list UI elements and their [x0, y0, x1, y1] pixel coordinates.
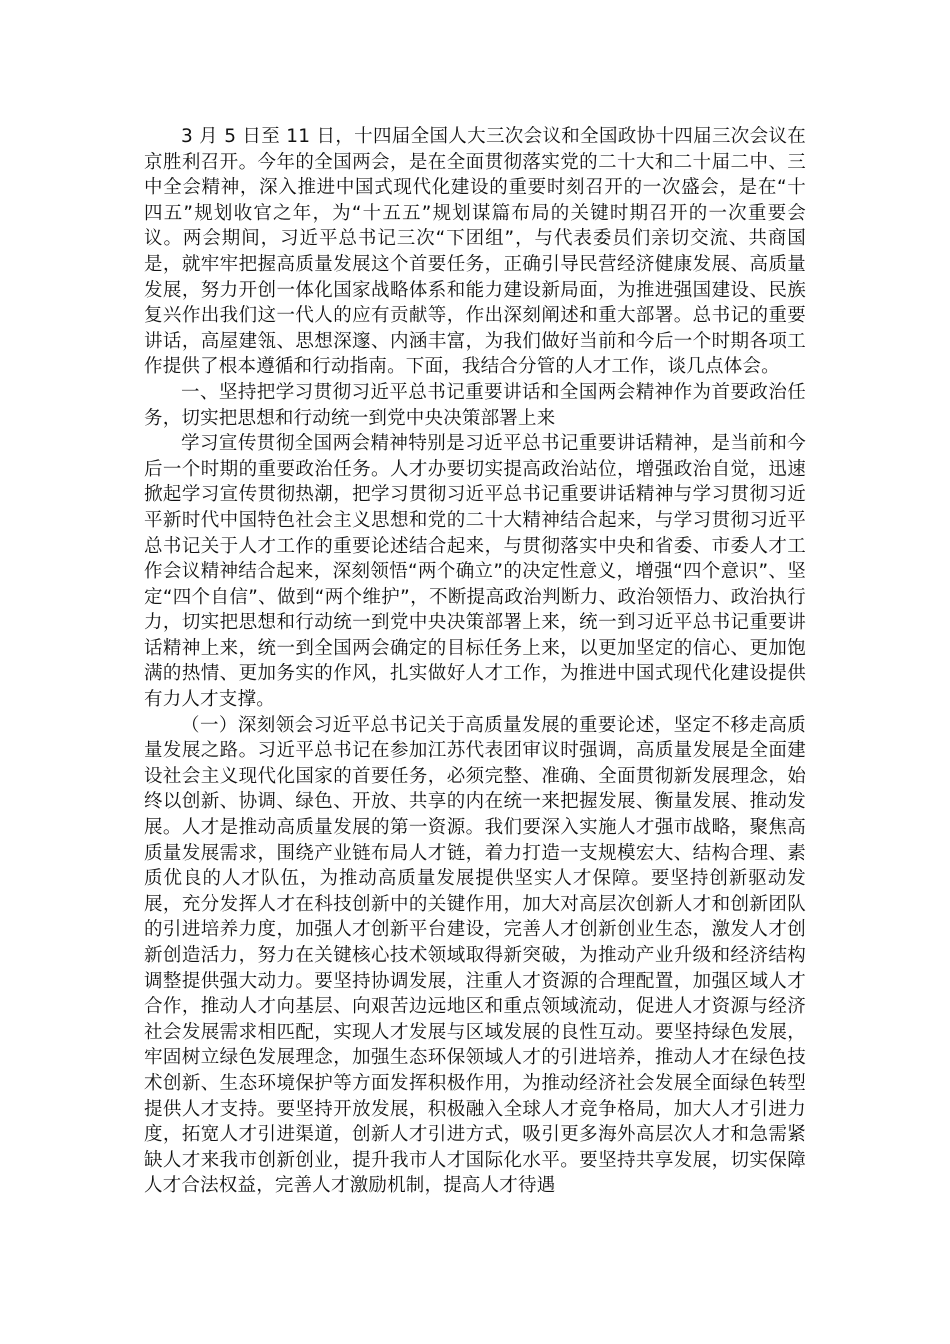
- paragraph-study: 学习宣传贯彻全国两会精神特别是习近平总书记重要讲话精神，是当前和今后一个时期的重要政治任务。人才办要切实提高政治站位，增强政治自觉，迅速掀起学习宣传贯彻热潮，把学习贯彻习近平总书记重要讲话精神与学习贯彻习近平新时代中国特色社会主义思想和党的二十大精神结合起来，与学习贯彻习近平总书记关于人才工作的重要论述结合起来，与贯彻落实中央和省委、市委人才工作会议精神结合起来，深刻领悟“两个确立”的决定性意义，增强“四个意识”、坚定“四个自信”、做到“两个维护”，不断提高政治判断力、政治领悟力、政治执行力，切实把思想和行动统一到党中央决策部署上来，统一到习近平总书记重要讲话精神上来，统一到全国两会确定的目标任务上来，以更加坚定的信心、更加饱满的热情、更加务实的作风，扎实做好人才工作，为推进中国式现代化建设提供有力人才支撑。: [144, 433, 806, 711]
- section-heading-one: 一、坚持把学习贯彻习近平总书记重要讲话和全国两会精神作为首要政治任务，切实把思想和行动统一到党中央决策部署上来: [144, 381, 806, 429]
- document-body: [144, 124, 806, 1199]
- paragraph-intro: 3 月 5 日至 11 日，十四届全国人大三次会议和全国政协十四届三次会议在京胜利召开。今年的全国两会，是在全面贯彻落实党的二十大和二十届二中、三中全会精神，深入推进中国式现代化建设的重要时刻召开的一次盛会，是在“十四五”规划收官之年，为“十五五”规划谋篇布局的关键时期召开的一次重要会议。两会期间，习近平总书记三次“下团组”，与代表委员们亲切交流、共商国是，就牢牢把握高质量发展这个首要任务，正确引导民营经济健康发展、高质量发展，努力开创一体化国家战略体系和能力建设新局面，为推进强国建设、民族复兴作出我们这一代人的应有贡献等，作出深刻阐述和重大部署。总书记的重要讲话，高屋建瓴、思想深邃、内涵丰富，为我们做好当前和今后一个时期各项工作提供了根本遵循和行动指南。下面，我结合分管的人才工作，谈几点体会。: [144, 126, 806, 378]
- paragraph-high-quality-development: （一）深刻领会习近平总书记关于高质量发展的重要论述，坚定不移走高质量发展之路。习近平总书记在参加江苏代表团审议时强调，高质量发展是全面建设社会主义现代化国家的首要任务，必须完整、准确、全面贯彻新发展理念，始终以创新、协调、绿色、开放、共享的内在统一来把握发展、衡量发展、推动发展。人才是推动高质量发展的第一资源。我们要深入实施人才强市战略，聚焦高质量发展需求，围绕产业链布局人才链，着力打造一支规模宏大、结构合理、素质优良的人才队伍，为推动高质量发展提供坚实人才保障。要坚持创新驱动发展，充分发挥人才在科技创新中的关键作用，加大对高层次创新人才和创新团队的引进培养力度，加强人才创新平台建设，完善人才创新创业生态，激发人才创新创造活力，努力在关键核心技术领域取得新突破，为推动产业升级和经济结构调整提供强大动力。要坚持协调发展，注重人才资源的合理配置，加强区域人才合作，推动人才向基层、向艰苦边远地区和重点领域流动，促进人才资源与经济社会发展需求相匹配，实现人才发展与区域发展的良性互动。要坚持绿色发展，牢固树立绿色发展理念，加强生态环保领域人才的引进培养，推动人才在绿色技术创新、生态环境保护等方面发挥积极作用，为推动经济社会发展全面绿色转型提供人才支持。要坚持开放发展，积极融入全球人才竞争格局，加大人才引进力度，拓宽人才引进渠道，创新人才引进方式，吸引更多海外高层次人才和急需紧缺人才来我市创新创业，提升我市人才国际化水平。要坚持共享发展，切实保障人才合法权益，完善人才激励机制，提高人才待遇: [144, 714, 806, 1197]
